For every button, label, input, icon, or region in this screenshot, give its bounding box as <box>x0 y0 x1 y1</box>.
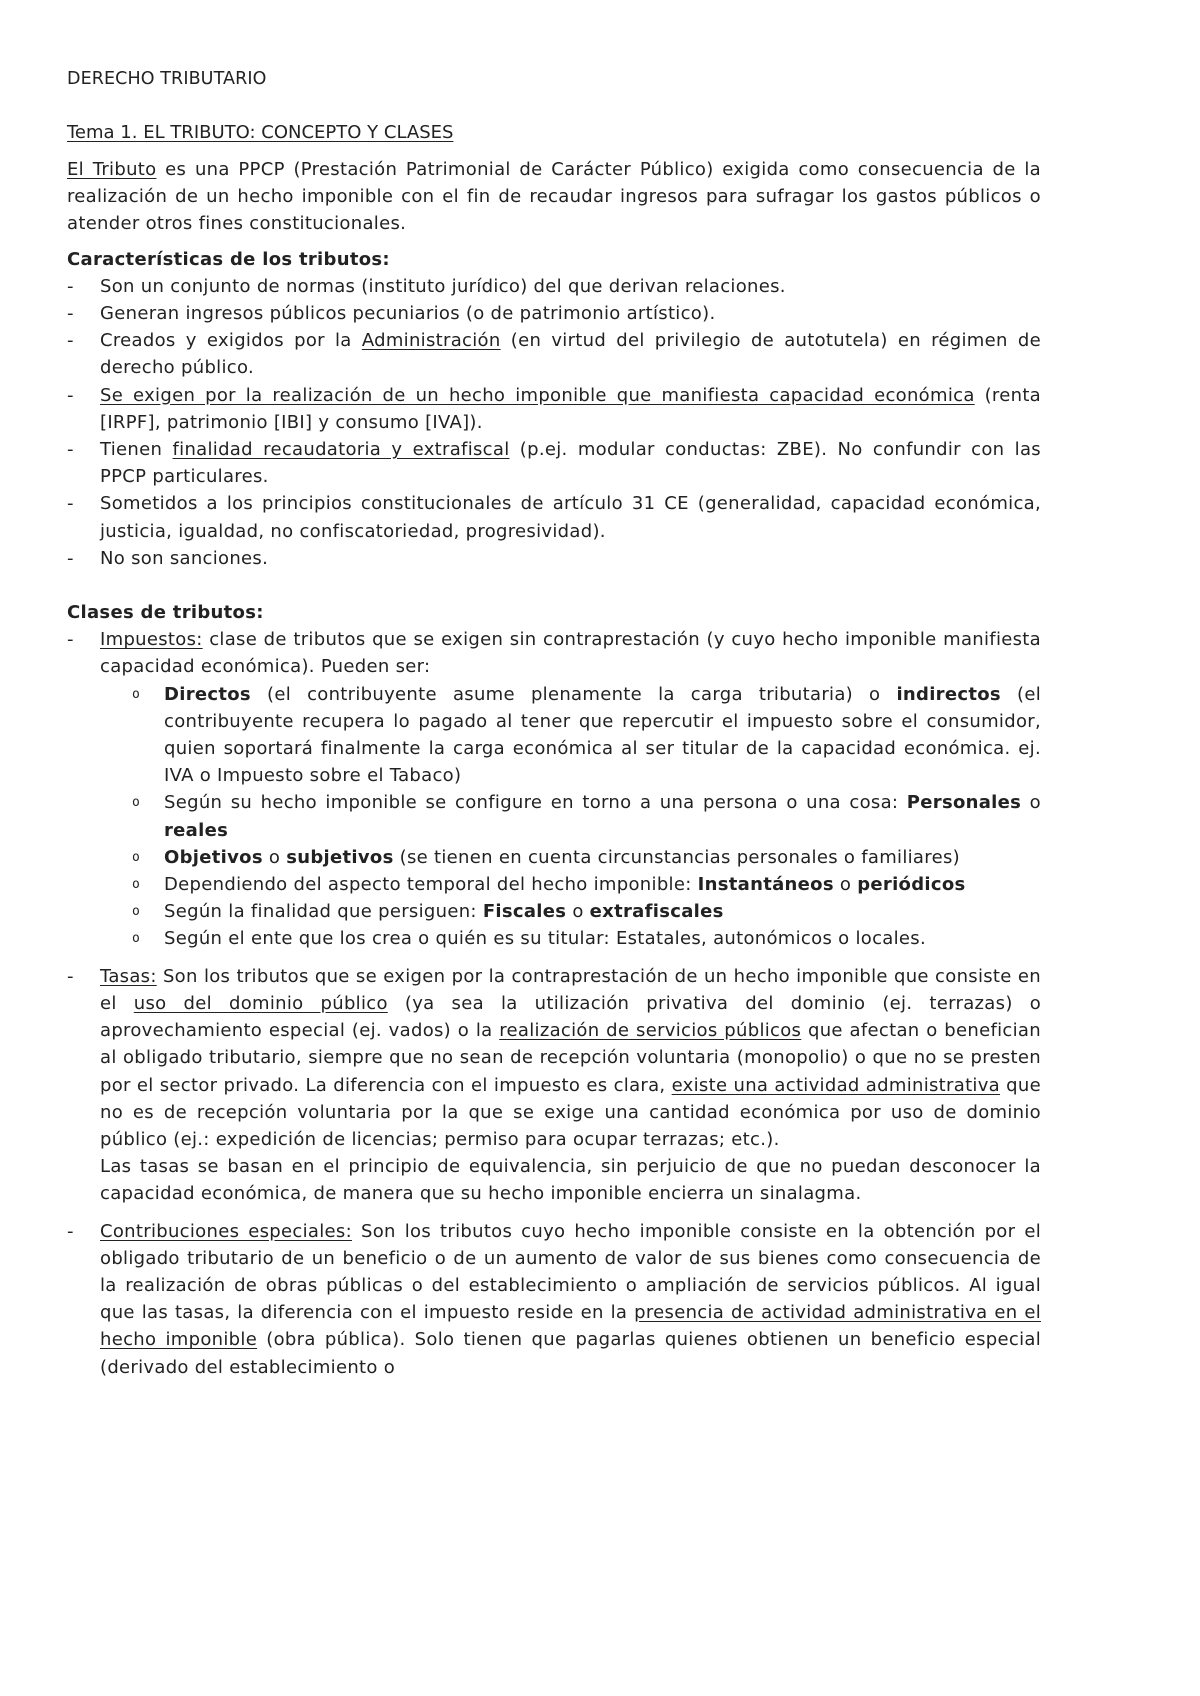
list-item: - Se exigen por la realización de un hecho imponible que manifiesta capacidad económica (renta [IRPF], patrimonio [IBI] y consumo [IVA]). <box>67 382 1041 436</box>
dash-bullet: - <box>67 439 74 461</box>
circle-bullet: o <box>132 931 141 947</box>
underlined-text: Administración <box>361 330 501 352</box>
sublist-item: o Según su hecho imponible se configure en torno a una persona o una cosa: Personales o reales <box>100 789 1041 843</box>
circle-bullet: o <box>132 904 141 920</box>
circle-bullet: o <box>132 849 141 865</box>
contribuciones-item: - Contribuciones especiales: Son los tributos cuyo hecho imponible consiste en la obtención por el obligado tributario de un beneficio o de un aumento de valor de sus bienes como consecuencia de la realización de obras públicas o del establecimiento o ampliación de servicios públicos. Al igual que las tasas, la diferencia con el impuesto reside en la presencia de actividad administrativa en el hecho imponible (obra pública). Solo tienen que pagarlas quienes obtienen un beneficio especial (derivado del establecimiento o <box>67 1218 1041 1381</box>
tasas-item: - Tasas: Son los tributos que se exigen por la contraprestación de un hecho imponible que consiste en el uso del dominio público (ya sea la utilización privativa del dominio (ej. terrazas) o aprovechamiento especial (ej. vados) o la realización de servicios públicos que afectan o benefician al obligado tributario, siempre que no sean de recepción voluntaria (monopolio) o que no se presten por el sector privado. La diferencia con el impuesto es clara, existe una actividad administrativa que no es de recepción voluntaria por la que se exige una cantidad económica por uso de dominio público (ej.: expedición de licencias; permiso para ocupar terrazas; etc.). Las tasas se basan en el principio de equivalencia, sin perjuicio de que no puedan desconocer la capacidad económica, de manera que su hecho imponible encierra un sinalagma. <box>67 963 1041 1208</box>
dash-bullet: - <box>67 330 74 352</box>
intro-paragraph <box>67 156 1041 238</box>
impuestos-sublist <box>100 681 1041 953</box>
underlined-text: Se exigen por la realización de un hecho imponible que manifiesta capacidad económica <box>100 384 975 406</box>
intro-text: es una PPCP (Prestación Patrimonial de Carácter Público) exigida como consecuencia de la realización de un hecho imponible con el fin de recaudar ingresos para sufragar los gastos públicos o atender otros fines constitucionales. <box>67 159 1041 235</box>
list-item: - Tienen finalidad recaudatoria y extrafiscal (p.ej. modular conductas: ZBE). No confundir con las PPCP particulares. <box>67 436 1041 490</box>
dash-bullet: - <box>67 629 74 651</box>
contribuciones-label: Contribuciones especiales: <box>100 1220 352 1242</box>
sublist-item: o Directos (el contribuyente asume plenamente la carga tributaria) o indirectos (el contribuyente recupera lo pagado al tener que repercutir el impuesto sobre el consumidor, quien soportará finalmente la carga económica al ser titular de la capacidad económica. ej. IVA o Impuesto sobre el Tabaco) <box>100 681 1041 790</box>
dash-bullet: - <box>67 1220 74 1242</box>
circle-bullet: o <box>132 877 141 893</box>
circle-bullet: o <box>132 686 141 702</box>
sublist-item: o Dependiendo del aspecto temporal del hecho imponible: Instantáneos o periódicos <box>100 871 1041 898</box>
characteristics-list <box>67 273 1041 572</box>
underlined-text: existe una actividad administrativa <box>671 1074 1001 1096</box>
tasas-label: Tasas: <box>100 965 157 987</box>
dash-bullet: - <box>67 493 74 515</box>
document-page <box>67 66 1041 1381</box>
list-item: - Son un conjunto de normas (instituto jurídico) del que derivan relaciones. <box>67 273 1041 300</box>
contribuciones-list <box>67 1218 1041 1381</box>
circle-bullet: o <box>132 795 141 811</box>
characteristics-heading: Características de los tributos: <box>67 248 390 270</box>
topic-title: Tema 1. EL TRIBUTO: CONCEPTO Y CLASES <box>67 122 454 143</box>
dash-bullet: - <box>67 547 74 569</box>
list-item: - Generan ingresos públicos pecuniarios (o de patrimonio artístico). <box>67 300 1041 327</box>
classes-heading: Clases de tributos: <box>67 602 264 624</box>
list-item: - Sometidos a los principios constitucionales de artículo 31 CE (generalidad, capacidad económica, justicia, igualdad, no confiscatoriedad, progresividad). <box>67 490 1041 544</box>
list-item: - No son sanciones. <box>67 545 1041 572</box>
underlined-text: uso del dominio público <box>133 992 388 1014</box>
dash-bullet: - <box>67 965 74 987</box>
intro-term: El Tributo <box>67 159 157 180</box>
list-item: - Creados y exigidos por la Administración (en virtud del privilegio de autotutela) en régimen de derecho público. <box>67 327 1041 381</box>
underlined-text: presencia de actividad administrativa en el hecho imponible <box>100 1302 1042 1351</box>
document-title: DERECHO TRIBUTARIO <box>67 69 267 89</box>
dash-bullet: - <box>67 384 74 406</box>
sublist-item: o Según el ente que los crea o quién es su titular: Estatales, autonómicos o locales. <box>100 925 1041 952</box>
dash-bullet: - <box>67 303 74 325</box>
tasas-list <box>67 963 1041 1208</box>
classes-list <box>67 626 1041 952</box>
tasas-continuation: Las tasas se basan en el principio de equivalencia, sin perjuicio de que no puedan desconocer la capacidad económica, de manera que su hecho imponible encierra un sinalagma. <box>100 1156 1041 1205</box>
underlined-text: realización de servicios públicos <box>499 1020 802 1042</box>
impuestos-label: Impuestos: <box>100 629 203 651</box>
sublist-item: o Según la finalidad que persiguen: Fiscales o extrafiscales <box>100 898 1041 925</box>
sublist-item: o Objetivos o subjetivos (se tienen en cuenta circunstancias personales o familiares) <box>100 844 1041 871</box>
underlined-text: finalidad recaudatoria y extrafiscal <box>172 439 510 461</box>
impuestos-item: - Impuestos: clase de tributos que se exigen sin contraprestación (y cuyo hecho imponible manifiesta capacidad económica). Pueden ser: o Directos (el contribuyente asume plenamente la carga tributaria) o indirectos (el contribuyente recupera lo pagado al tener que repercutir el impuesto sobre el consumidor, quien soportará finalmente la carga económica al ser titular de la capacidad económica. ej. IVA o Impuesto sobre el Tabaco) o Según su hecho imponible se configure en torno a una persona o una cosa: Personales o reales o Objetivos o subjetivos (se tienen en cuenta circunstancias personales o familiares) o Dependiendo del aspecto temporal del hecho imponible: Instantáneos o periódicos o Según la finalidad que persiguen: Fiscales o extrafiscales o Según el ente que los crea o quién es su titular: Estatales, autonómicos o locales. <box>67 626 1041 952</box>
dash-bullet: - <box>67 275 74 297</box>
